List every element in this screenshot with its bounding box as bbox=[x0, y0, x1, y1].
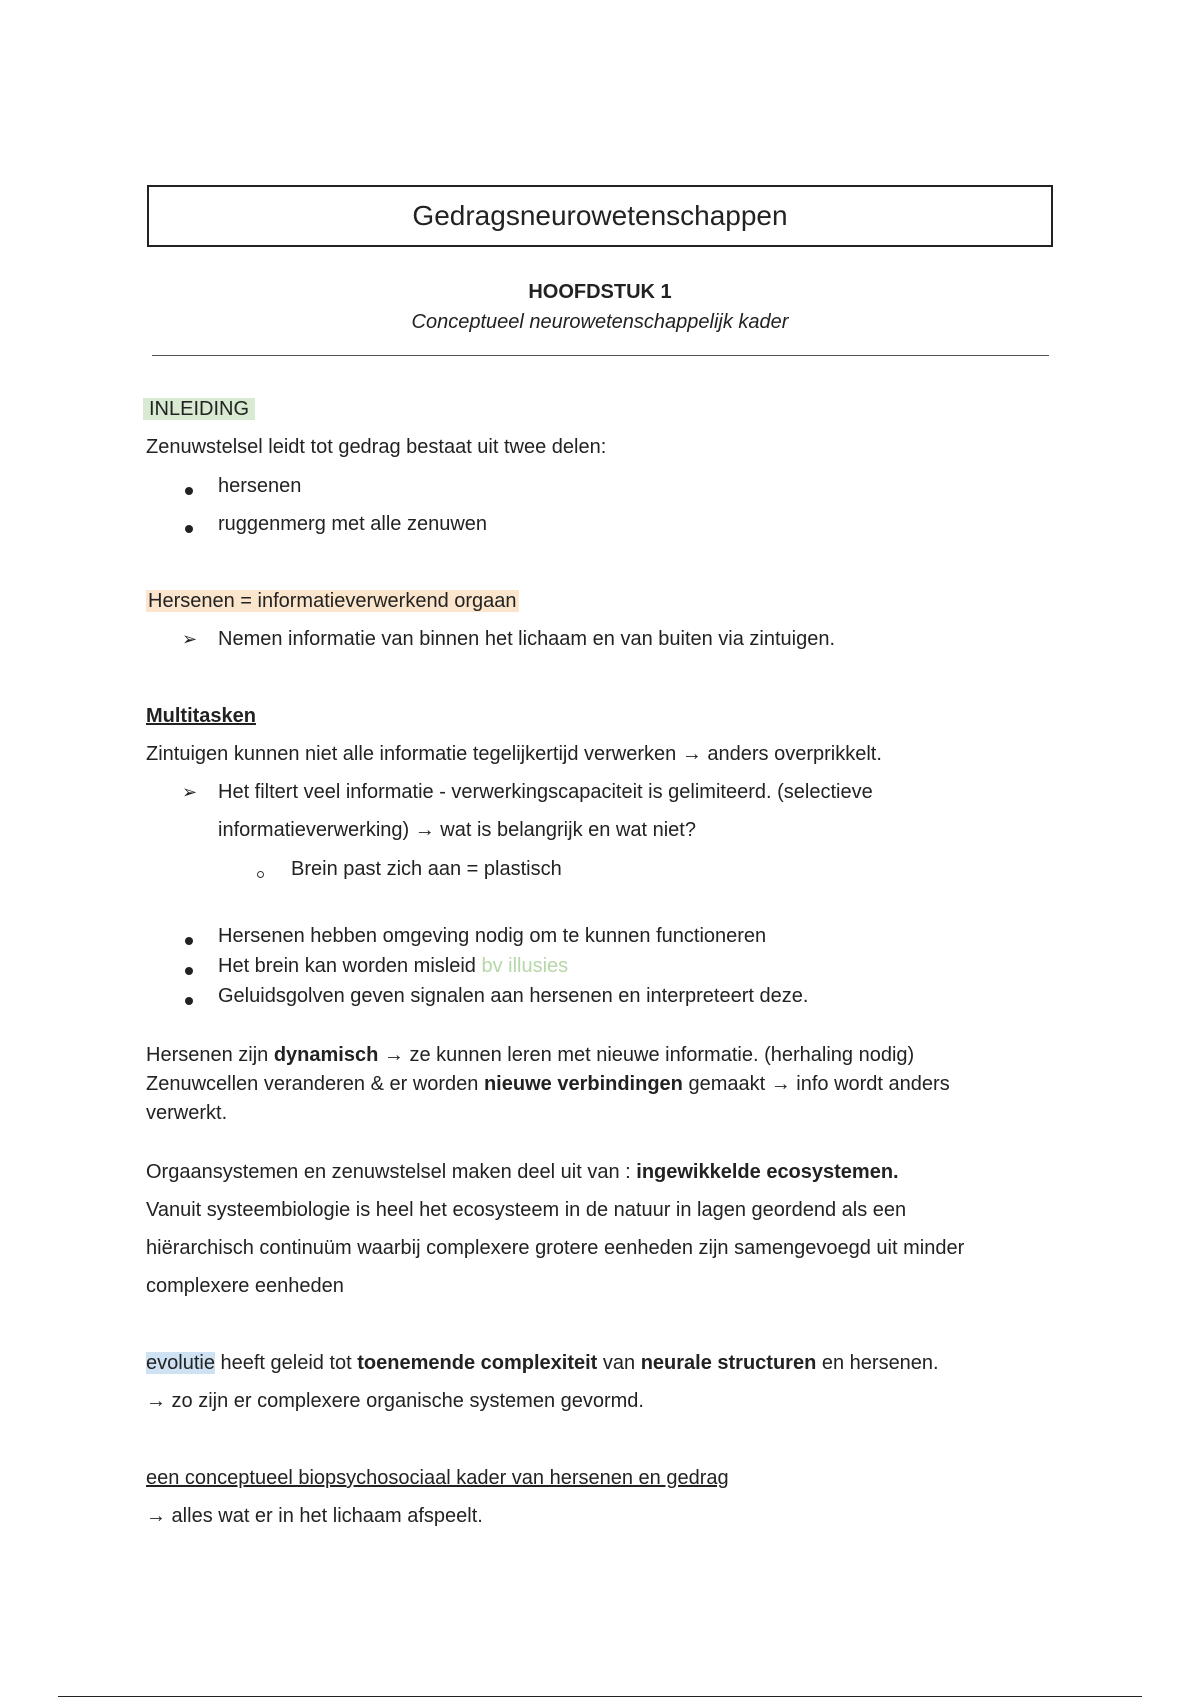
arrow-bullet-icon: ➢ bbox=[182, 782, 198, 802]
text-run: heeft geleid tot bbox=[214, 1352, 358, 1374]
multitasken-point-line2: informatieverwerking) → wat is belangrijk en wat niet? bbox=[218, 819, 696, 841]
bold-term: neurale structuren bbox=[640, 1352, 817, 1374]
bullet-dot-icon bbox=[185, 992, 193, 1010]
dynamisch-line2 bbox=[146, 1072, 950, 1096]
section-heading-multitasken: Multitasken bbox=[146, 705, 257, 727]
bullet-circle-icon bbox=[257, 865, 264, 883]
list-item: Hersenen hebben omgeving nodig om te kunnen functioneren bbox=[218, 925, 767, 947]
list-item: hersenen bbox=[218, 475, 302, 497]
ecosystemen-line2: Vanuit systeembiologie is heel het ecosysteem in de natuur in lagen geordend als een bbox=[146, 1199, 907, 1221]
text-run: Hersenen zijn bbox=[146, 1044, 274, 1066]
ecosystemen-line1 bbox=[146, 1160, 899, 1184]
hersenen-definition bbox=[146, 589, 519, 613]
inleiding-intro: Zenuwstelsel leidt tot gedrag bestaat uit twee delen: bbox=[146, 436, 607, 458]
list-item bbox=[218, 954, 568, 978]
kader-line: → alles wat er in het lichaam afspeelt. bbox=[146, 1505, 483, 1527]
dynamisch-line1 bbox=[146, 1043, 914, 1067]
bullet-dot-icon bbox=[185, 962, 193, 980]
text-run: van bbox=[597, 1352, 641, 1374]
ecosystemen-line3: hiërarchisch continuüm waarbij complexere grotere eenheden zijn samengevoegd uit minder bbox=[146, 1237, 965, 1259]
inleiding-highlight: INLEIDING bbox=[143, 398, 255, 420]
text-run: Orgaansystemen en zenuwstelsel maken deel uit van : bbox=[146, 1161, 637, 1183]
hersenen-point: Nemen informatie van binnen het lichaam en van buiten via zintuigen. bbox=[218, 628, 836, 650]
document-title: Gedragsneurowetenschappen bbox=[147, 185, 1053, 247]
evolutie-line1 bbox=[146, 1351, 939, 1375]
bold-term: nieuwe verbindingen bbox=[483, 1073, 683, 1095]
dynamisch-line3: verwerkt. bbox=[146, 1102, 228, 1124]
chapter-heading: HOOFDSTUK 1 bbox=[528, 281, 672, 303]
text-run: gemaakt → info wordt anders bbox=[682, 1073, 950, 1095]
ecosystemen-line4: complexere eenheden bbox=[146, 1275, 344, 1297]
arrow-bullet-icon: ➢ bbox=[182, 629, 198, 649]
kader-heading: een conceptueel biopsychosociaal kader van hersenen en gedrag bbox=[146, 1467, 729, 1489]
list-item: Geluidsgolven geven signalen aan hersenen en interpreteert deze. bbox=[218, 985, 809, 1007]
list-item: ruggenmerg met alle zenuwen bbox=[218, 513, 488, 535]
bullet-dot-icon bbox=[185, 520, 193, 538]
horizontal-divider bbox=[152, 355, 1049, 356]
faint-annotation: bv illusies bbox=[481, 955, 569, 977]
hersenen-highlight: Hersenen = informatieverwerkend orgaan bbox=[148, 590, 517, 612]
section-heading-inleiding bbox=[143, 397, 255, 421]
multitasken-subpoint: Brein past zich aan = plastisch bbox=[291, 858, 562, 880]
bold-term: ingewikkelde ecosystemen. bbox=[636, 1161, 899, 1183]
multitasken-intro: Zintuigen kunnen niet alle informatie tegelijkertijd verwerken → anders overprikkelt. bbox=[146, 743, 882, 765]
bold-term: toenemende complexiteit bbox=[357, 1352, 598, 1374]
page-bottom-rule bbox=[58, 1696, 1142, 1697]
text-run: en hersenen. bbox=[816, 1352, 939, 1374]
bullet-dot-icon bbox=[185, 482, 193, 500]
text-run: → ze kunnen leren met nieuwe informatie. (herhaling nodig) bbox=[378, 1044, 915, 1066]
evolutie-line2: → zo zijn er complexere organische systemen gevormd. bbox=[146, 1390, 644, 1412]
selected-word: evolutie bbox=[146, 1352, 215, 1374]
list-item-text: Het brein kan worden misleid bbox=[218, 955, 476, 977]
chapter-subtitle: Conceptueel neurowetenschappelijk kader bbox=[411, 311, 789, 333]
bold-term: dynamisch bbox=[273, 1044, 379, 1066]
text-run: Zenuwcellen veranderen & er worden bbox=[146, 1073, 484, 1095]
multitasken-point-line1: Het filtert veel informatie - verwerkingscapaciteit is gelimiteerd. (selectieve bbox=[218, 781, 873, 803]
bullet-dot-icon bbox=[185, 932, 193, 950]
